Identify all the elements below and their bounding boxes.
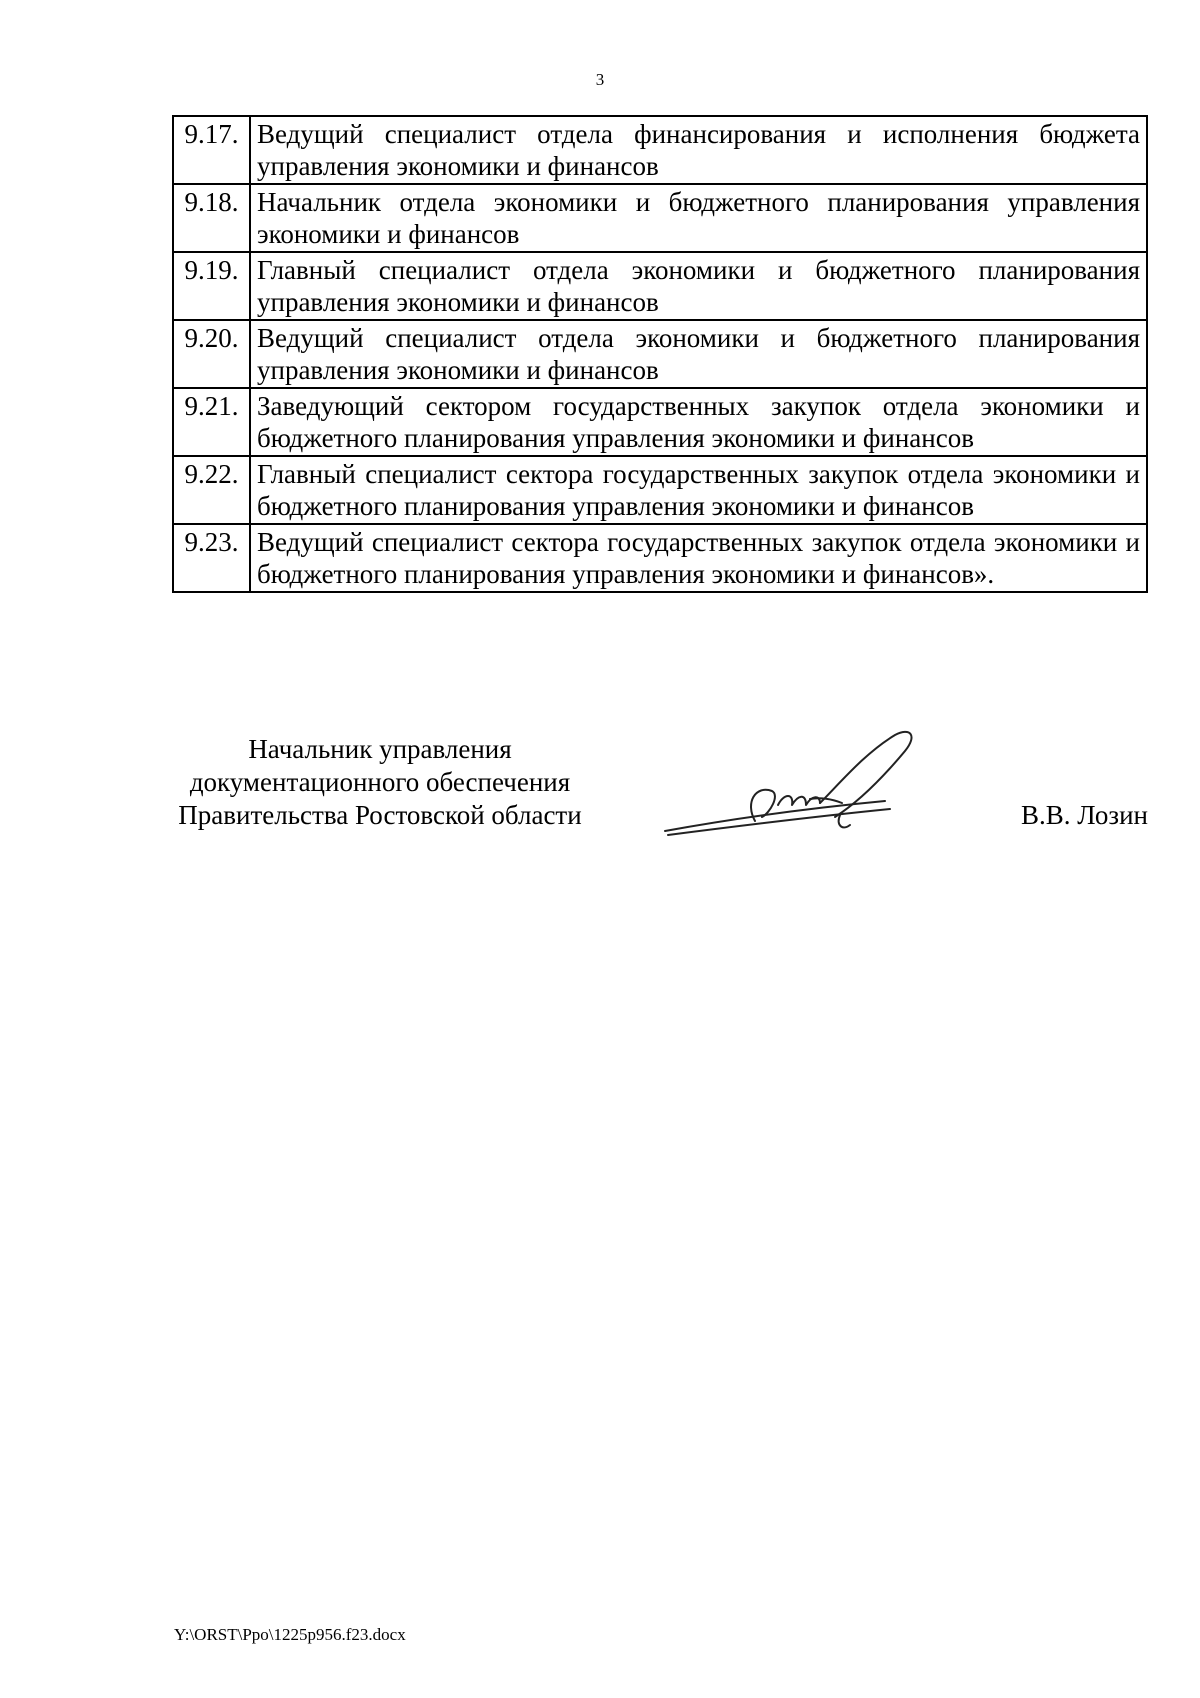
table-row	[173, 116, 1147, 184]
row-number: 9.19.	[173, 252, 250, 320]
row-number: 9.23.	[173, 524, 250, 592]
official-title-line: Начальник управления	[248, 734, 512, 764]
handwritten-signature	[660, 713, 950, 853]
table-row	[173, 184, 1147, 252]
row-position-text: Начальник отдела экономики и бюджетного планирования управления экономики и финансов	[250, 184, 1147, 252]
row-number: 9.18.	[173, 184, 250, 252]
signer-name: В.В. Лозин	[1021, 800, 1148, 830]
page-number: 3	[595, 70, 605, 89]
row-number: 9.20.	[173, 320, 250, 388]
official-title	[160, 733, 600, 832]
row-number: 9.17.	[173, 116, 250, 184]
table-row	[173, 252, 1147, 320]
row-position-text: Главный специалист сектора государственных закупок отдела экономики и бюджетного планирования управления экономики и финансов	[250, 456, 1147, 524]
row-position-text: Ведущий специалист сектора государственных закупок отдела экономики и бюджетного планирования управления экономики и финансов».	[250, 524, 1147, 592]
file-path: Y:\ORST\Ppo\1225p956.f23.docx	[174, 1625, 406, 1644]
row-number: 9.21.	[173, 388, 250, 456]
table-row	[173, 388, 1147, 456]
table-row	[173, 320, 1147, 388]
official-title-line: документационного обеспечения	[189, 767, 571, 797]
official-title-line: Правительства Ростовской области	[178, 800, 582, 830]
row-position-text: Ведущий специалист отдела финансирования и исполнения бюджета управления экономики и финансов	[250, 116, 1147, 184]
signature-block	[0, 733, 1200, 843]
table-row	[173, 456, 1147, 524]
positions-table	[172, 115, 1148, 593]
row-position-text: Ведущий специалист отдела экономики и бюджетного планирования управления экономики и финансов	[250, 320, 1147, 388]
row-position-text: Главный специалист отдела экономики и бюджетного планирования управления экономики и финансов	[250, 252, 1147, 320]
row-position-text: Заведующий сектором государственных закупок отдела экономики и бюджетного планирования управления экономики и финансов	[250, 388, 1147, 456]
row-number: 9.22.	[173, 456, 250, 524]
table-row	[173, 524, 1147, 592]
